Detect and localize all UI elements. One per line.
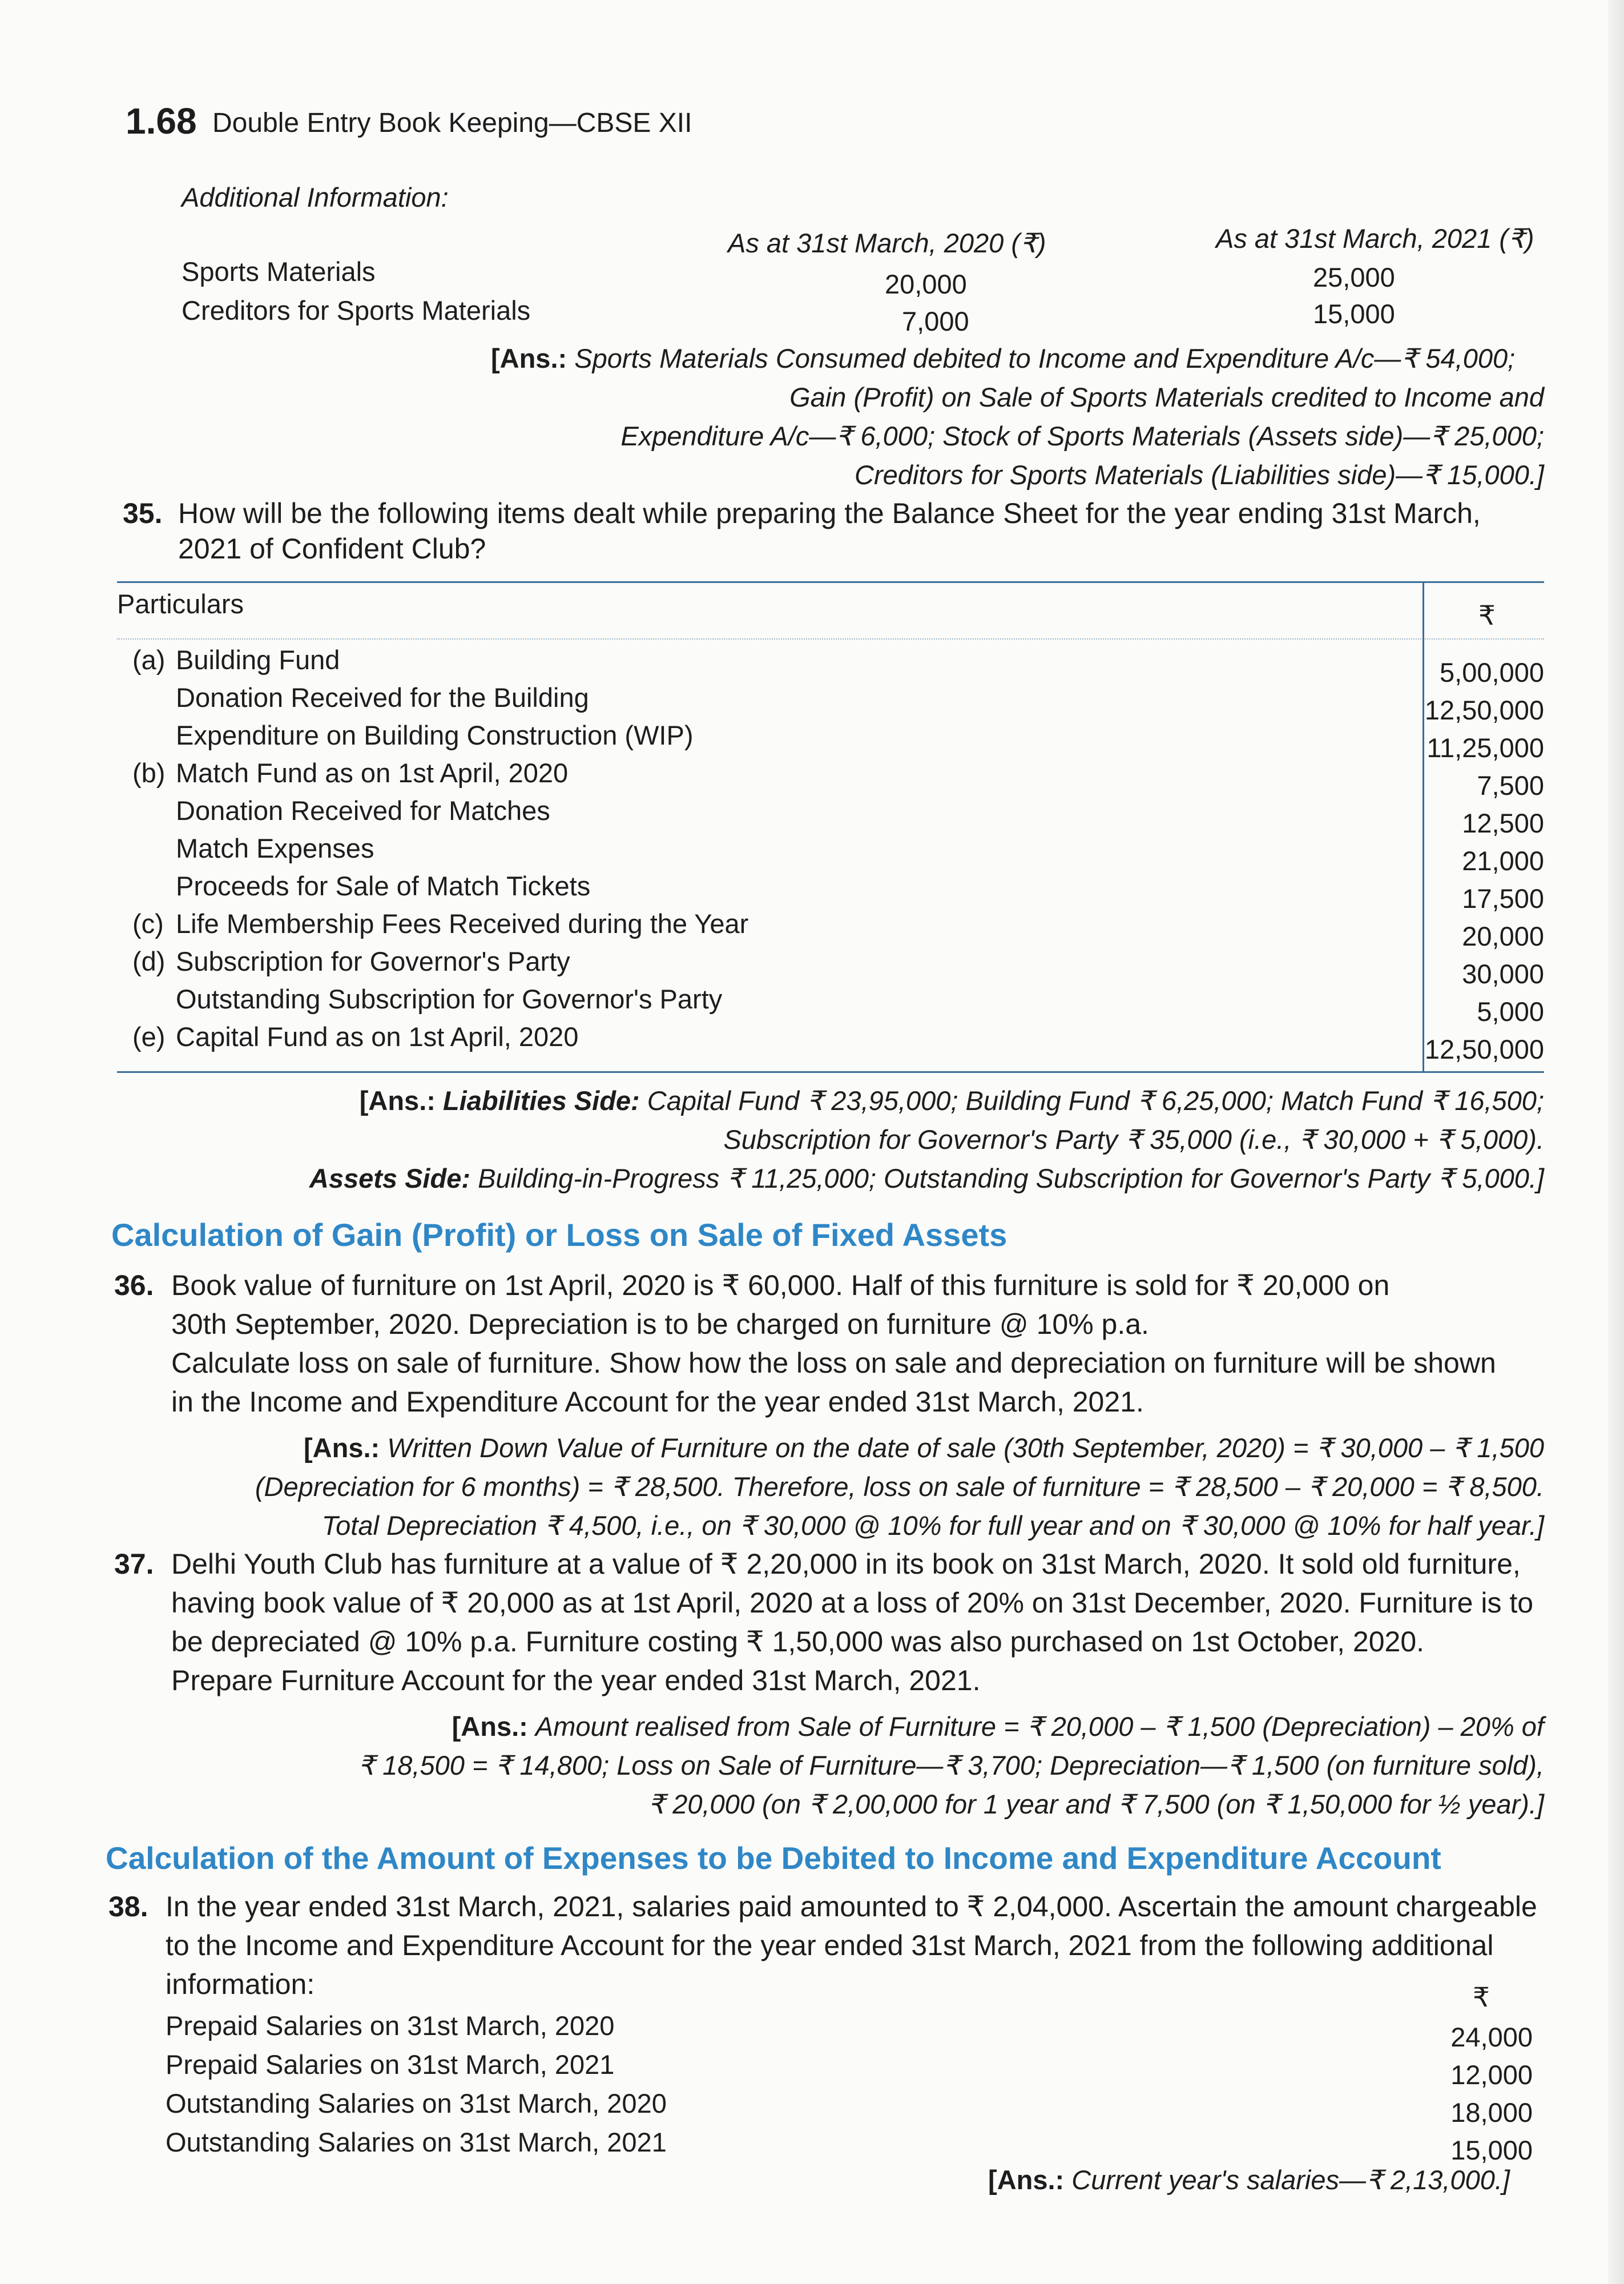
salary-row-amount: 15,000 (1450, 2135, 1533, 2165)
salary-row-label: Prepaid Salaries on 31st March, 2020 (166, 2010, 615, 2041)
answer-37-line3: ₹ 20,000 (on ₹ 2,00,000 for 1 year and ₹ 7,500 (on ₹ 1,50,000 for ½ year).] (648, 1789, 1544, 1819)
page-edge (1608, 0, 1624, 2284)
question-number: 37. (114, 1548, 154, 1580)
salary-row-amount: 24,000 (1450, 2022, 1533, 2052)
question-37-line2: having book value of ₹ 20,000 as at 1st April, 2020 at a loss of 20% on 31st December, 2020. Furniture is to (171, 1587, 1534, 1619)
ans-prefix: [Ans.: (491, 343, 567, 373)
answer-38: [Ans.: Current year's salaries—₹ 2,13,000.] (988, 2165, 1510, 2195)
salary-row-amount: 18,000 (1450, 2097, 1533, 2128)
question-36-line1: Book value of furniture on 1st April, 2020 is ₹ 60,000. Half of this furniture is sold for ₹ 20,000 on (171, 1269, 1390, 1301)
row-marker: (b) (132, 758, 166, 788)
answer-34-line1: [Ans.: Sports Materials Consumed debited to Income and Expenditure A/c—₹ 54,000; (491, 343, 1516, 373)
section-heading: Calculation of Gain (Profit) or Loss on Sale of Fixed Assets (111, 1217, 1008, 1253)
question-number: 36. (114, 1269, 154, 1301)
page-number: 1.68 (126, 100, 197, 142)
answer-35-line1: [Ans.: Liabilities Side: Capital Fund ₹ 23,95,000; Building Fund ₹ 6,25,000; Match Fund ₹ 16,500; (359, 1085, 1544, 1116)
info-row-value-2021: 25,000 (1313, 262, 1395, 292)
info-row-value-2021: 15,000 (1313, 299, 1395, 329)
question-number: 38. (108, 1891, 148, 1923)
answer-36-line1: [Ans.: Written Down Value of Furniture on the date of sale (30th September, 2020) = ₹ 30,000 – ₹ 1,500 (304, 1433, 1544, 1463)
question-37-line3: be depreciated @ 10% p.a. Furniture costing ₹ 1,50,000 was also purchased on 1st October, 2020. (171, 1626, 1425, 1658)
table-header-divider (117, 638, 1544, 641)
row-marker: (e) (132, 1022, 166, 1052)
answer-35-line2: Subscription for Governor's Party ₹ 35,000 (i.e., ₹ 30,000 + ₹ 5,000). (723, 1124, 1544, 1155)
section-heading: Calculation of the Amount of Expenses to be Debited to Income and Expenditure Account (106, 1840, 1441, 1876)
table-row-amount: 12,500 (1462, 808, 1544, 838)
col-2021-header: As at 31st March, 2021 (₹) (1216, 223, 1534, 254)
salary-row-amount: 12,000 (1450, 2060, 1533, 2090)
table-bottom-rule (117, 1071, 1544, 1073)
table-row-label: Capital Fund as on 1st April, 2020 (176, 1022, 579, 1052)
col-2020-header: As at 31st March, 2020 (₹) (728, 228, 1046, 258)
table-row-amount: 20,000 (1462, 921, 1544, 951)
answer-35-line3: Assets Side: Building-in-Progress ₹ 11,25,000; Outstanding Subscription for Governor's Party ₹ 5,000.] (309, 1163, 1544, 1193)
table-header-particulars: Particulars (117, 589, 244, 619)
salary-row-label: Outstanding Salaries on 31st March, 2021 (166, 2127, 667, 2157)
table-row-amount: 5,000 (1477, 996, 1544, 1027)
salary-row-label: Prepaid Salaries on 31st March, 2021 (166, 2049, 615, 2080)
question-36-line3: Calculate loss on sale of furniture. Show how the loss on sale and depreciation on furniture will be shown (171, 1347, 1496, 1379)
question-36-line4: in the Income and Expenditure Account for the year ended 31st March, 2021. (171, 1386, 1144, 1418)
question-35-text-line1: How will be the following items dealt while preparing the Balance Sheet for the year ending 31st March, (178, 497, 1481, 529)
question-number: 35. (123, 497, 163, 529)
table-row-label: Donation Received for the Building (176, 682, 589, 713)
answer-36-line2: (Depreciation for 6 months) = ₹ 28,500. Therefore, loss on sale of furniture = ₹ 28,500 – ₹ 20,000 = ₹ 8,500. (255, 1471, 1544, 1502)
table-row-label: Match Fund as on 1st April, 2020 (176, 758, 569, 788)
answer-34-line3: Expenditure A/c—₹ 6,000; Stock of Sports Materials (Assets side)—₹ 25,000; (620, 421, 1544, 451)
row-marker: (d) (132, 946, 166, 976)
row-marker: (c) (132, 908, 164, 939)
table-row-label: Life Membership Fees Received during the Year (176, 908, 749, 939)
table-row-amount: 11,25,000 (1426, 733, 1544, 763)
question-35-text-line2: 2021 of Confident Club? (178, 533, 486, 565)
info-row-value-2020: 20,000 (885, 269, 967, 299)
table-row-label: Building Fund (176, 645, 340, 675)
table-row-label: Proceeds for Sale of Match Tickets (176, 871, 591, 901)
table-row-amount: 21,000 (1462, 846, 1544, 876)
table-row-label: Match Expenses (176, 833, 374, 863)
table-row-label: Donation Received for Matches (176, 795, 550, 826)
table-row-amount: 30,000 (1462, 959, 1544, 989)
info-row-value-2020: 7,000 (902, 306, 969, 336)
table-row-amount: 12,50,000 (1424, 695, 1544, 725)
table-row-amount: 17,500 (1462, 883, 1544, 914)
table-top-rule (117, 581, 1544, 583)
table-row-label: Expenditure on Building Construction (WIP) (176, 720, 694, 750)
question-36-line2: 30th September, 2020. Depreciation is to be charged on furniture @ 10% p.a. (171, 1308, 1149, 1340)
question-38-line2: to the Income and Expenditure Account for the year ended 31st March, 2021 from the following additional (166, 1929, 1494, 1961)
table-row-amount: 12,50,000 (1424, 1034, 1544, 1064)
info-row-label: Creditors for Sports Materials (182, 295, 531, 325)
additional-info-label: Additional Information: (182, 182, 449, 212)
table-row-amount: 7,500 (1477, 770, 1544, 801)
table-header-amount: ₹ (1478, 600, 1496, 630)
table-row-label: Subscription for Governor's Party (176, 946, 570, 976)
answer-34-line2: Gain (Profit) on Sale of Sports Materials credited to Income and (789, 382, 1544, 412)
question-37-line4: Prepare Furniture Account for the year ended 31st March, 2021. (171, 1664, 981, 1696)
table-column-divider (1422, 581, 1424, 1072)
salary-row-label: Outstanding Salaries on 31st March, 2020 (166, 2088, 667, 2118)
table-row-label: Outstanding Subscription for Governor's Party (176, 984, 723, 1014)
question-38-line1: In the year ended 31st March, 2021, salaries paid amounted to ₹ 2,04,000. Ascertain the amount chargeable (166, 1891, 1537, 1923)
book-title: Double Entry Book Keeping—CBSE XII (212, 108, 692, 138)
row-marker: (a) (132, 645, 166, 675)
question-38-line3: information: (166, 1968, 315, 2000)
answer-36-line3: Total Depreciation ₹ 4,500, i.e., on ₹ 30,000 @ 10% for full year and on ₹ 30,000 @ 10% for half year.] (321, 1510, 1544, 1541)
question-37-line1: Delhi Youth Club has furniture at a value of ₹ 2,20,000 in its book on 31st March, 2020. It sold old furniture, (171, 1548, 1521, 1580)
info-row-label: Sports Materials (182, 256, 376, 287)
table-row-amount: 5,00,000 (1440, 657, 1544, 687)
rupee-header: ₹ (1473, 1982, 1490, 2012)
answer-37-line2: ₹ 18,500 = ₹ 14,800; Loss on Sale of Furniture—₹ 3,700; Depreciation—₹ 1,500 (on furniture sold), (358, 1750, 1544, 1780)
answer-34-line4: Creditors for Sports Materials (Liabilities side)—₹ 15,000.] (855, 460, 1544, 490)
answer-37-line1: [Ans.: Amount realised from Sale of Furniture = ₹ 20,000 – ₹ 1,500 (Depreciation) – 20% of (452, 1711, 1544, 1742)
